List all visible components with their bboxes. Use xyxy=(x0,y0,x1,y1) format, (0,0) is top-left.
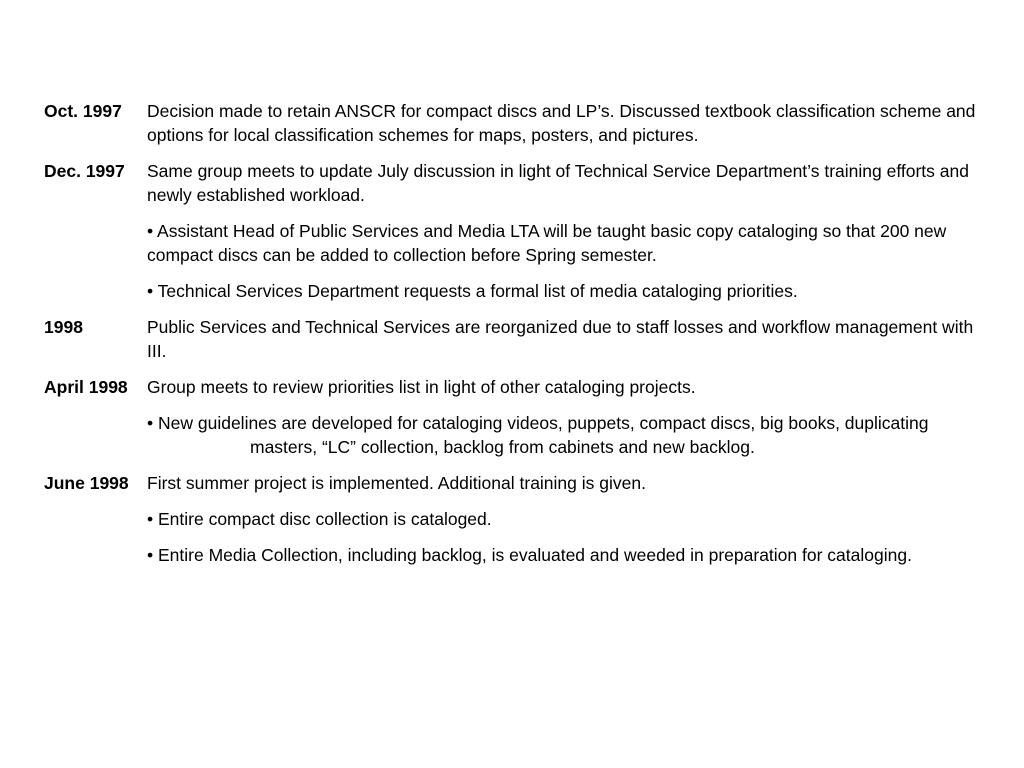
bullet-item: • Entire compact disc collection is cataloged. xyxy=(147,509,492,529)
entry-text: Group meets to review priorities list in light of other cataloging projects. xyxy=(147,377,696,397)
entry-text: Same group meets to update July discussion in light of Technical Service Department’s training efforts and newly established workload. xyxy=(147,161,969,205)
bullet-item: • Assistant Head of Public Services and Media LTA will be taught basic copy cataloging so that 200 new compact discs can be added to collection before Spring semester. xyxy=(147,221,947,265)
entry-text: First summer project is implemented. Additional training is given. xyxy=(147,473,646,493)
entry-date: Dec. 1997 xyxy=(44,161,125,181)
entry-text: Decision made to retain ANSCR for compact discs and LP’s. Discussed textbook classification scheme and options for local classification schemes for maps, posters, and pictures. xyxy=(147,101,976,145)
entry-date: June 1998 xyxy=(44,473,129,493)
entry-text: Public Services and Technical Services are reorganized due to staff losses and workflow management with III. xyxy=(147,317,974,361)
timeline-entry-june-1998 xyxy=(44,471,989,495)
timeline xyxy=(44,99,989,579)
bullet-item: • Entire Media Collection, including backlog, is evaluated and weeded in preparation for cataloging. xyxy=(147,545,912,565)
timeline-entry-1998 xyxy=(44,315,989,363)
entry-date: April 1998 xyxy=(44,377,128,397)
bullet-item: • New guidelines are developed for cataloging videos, puppets, compact discs, big books, duplicating masters, “LC” collection, backlog from cabinets and new backlog. xyxy=(147,413,929,457)
timeline-entry-dec-1997 xyxy=(44,159,989,207)
bullet-item: • Technical Services Department requests a formal list of media cataloging priorities. xyxy=(147,281,798,301)
entry-date: Oct. 1997 xyxy=(44,101,122,121)
timeline-entry-april-1998 xyxy=(44,375,989,399)
entry-date: 1998 xyxy=(44,317,83,337)
timeline-entry-oct-1997 xyxy=(44,99,989,147)
